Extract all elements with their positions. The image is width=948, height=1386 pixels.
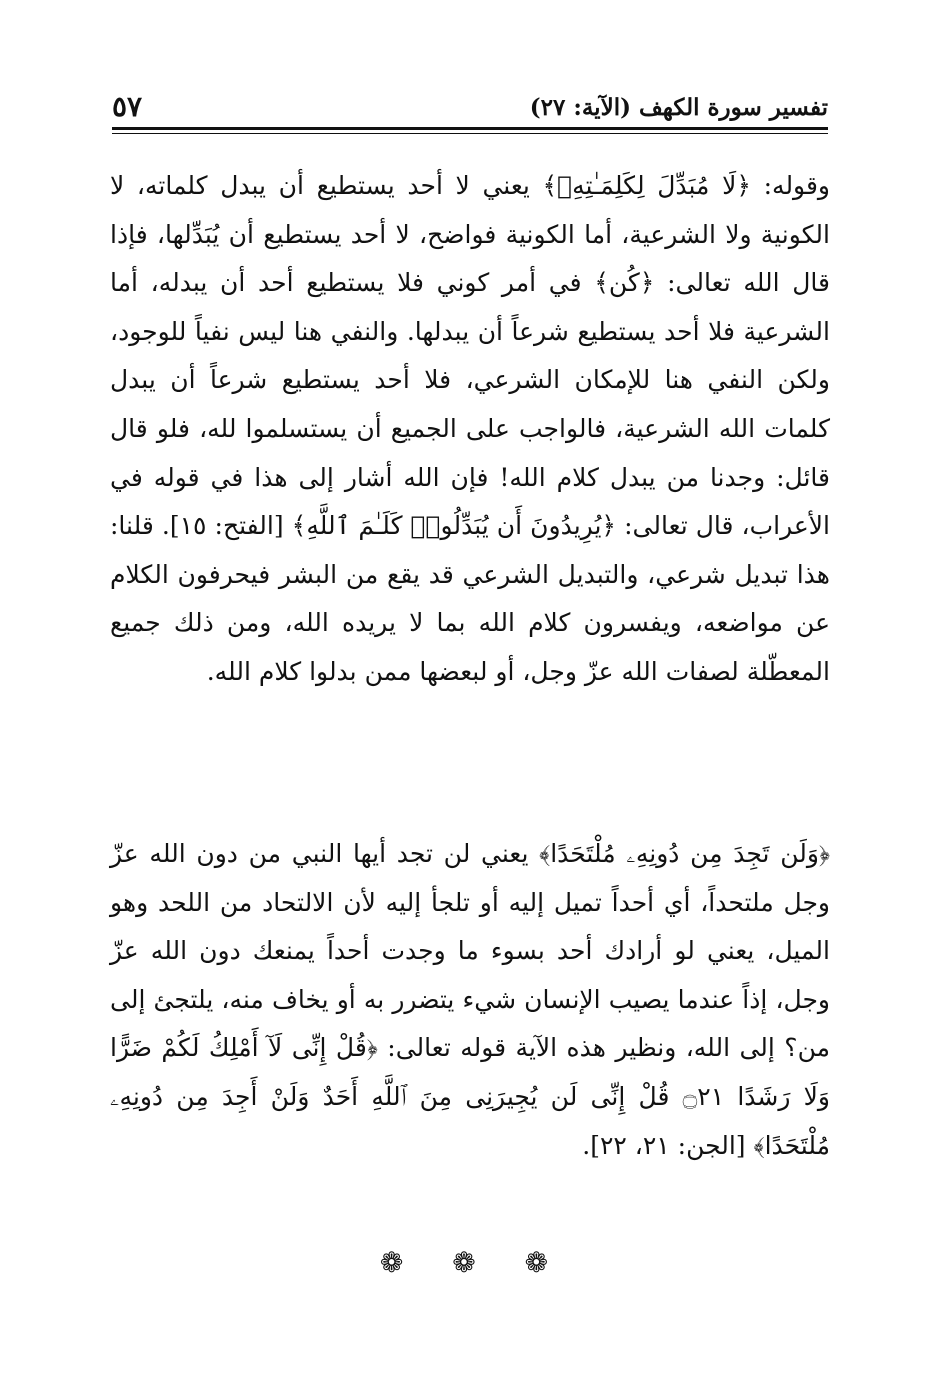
paragraph-2: ﴿وَلَن تَجِدَ مِن دُونِهِۦ مُلْتَحَدًا﴾ يعني لن تجد أيها النبي من دون الله عزّ وجل ملتحداً، أي أحداً تميل إليه أو تلجأ إليه لأن الالتحاد من اللحد وهو الميل، يعني لو أرادك أحد بسوء ما وجدت أحداً يمنعك دون الله عزّ وجل، إذاً عندما يصيب الإنسان شيء يتضرر به أو يخاف منه، يلتجئ إلى من؟ إلى الله، ونظير هذه الآية قوله تعالى: ﴿قُلْ إِنِّى لَآ أَمْلِكُ لَكُمْ ضَرًّا وَلَا رَشَدًا ۝٢١ قُلْ إِنِّى لَن يُجِيرَنِى مِنَ ٱللَّهِ أَحَدٌ وَلَنْ أَجِدَ مِن دُونِهِۦ مُلْتَحَدًا﴾ [الجن: ٢١، ٢٢].: [110, 839, 830, 1160]
header-rule-thin: [112, 133, 828, 134]
section-divider-ornament: ❁ ❁ ❁: [379, 1246, 569, 1279]
header-rule-thick: [112, 127, 828, 130]
paragraph-1: وقوله: ﴿لَا مُبَدِّلَ لِكَلِمَـٰتِهِۦ﴾ يعني لا أحد يستطيع أن يبدل كلماته، لا الكونية ولا الشرعية، أما الكونية فواضح، لا أحد يستطيع أن يُبَدِّلها، فإذا قال الله تعالى: ﴿كُن﴾ في أمر كوني فلا يستطيع أحد أن يبدله، أما الشرعية فلا أحد يستطيع شرعاً أن يبدلها. والنفي هنا ليس نفياً للوجود، ولكن النفي هنا للإمكان الشرعي، فلا أحد يستطيع شرعاً أن يبدل كلمات الله الشرعية، فالواجب على الجميع أن يستسلموا لله، فلو قال قائل: وجدنا من يبدل كلام الله! فإن الله أشار إلى هذا في قوله في الأعراب، قال تعالى: ﴿يُرِيدُونَ أَن يُبَدِّلُوا۟ كَلَـٰمَ ٱللَّهِ﴾ [الفتح: ١٥]. قلنا: هذا تبديل شرعي، والتبديل الشرعي قد يقع من البشر فيحرفون الكلام عن مواضعه، ويفسرون كلام الله بما لا يريده الله، ومن ذلك جميع المعطّلة لصفات الله عزّ وجل، أو لبعضها ممن بدلوا كلام الله.: [110, 171, 830, 686]
header-title: تفسير سورة الكهف (الآية: ٢٧): [529, 94, 828, 121]
running-header: [112, 88, 828, 128]
page-number: ٥٧: [112, 90, 143, 123]
